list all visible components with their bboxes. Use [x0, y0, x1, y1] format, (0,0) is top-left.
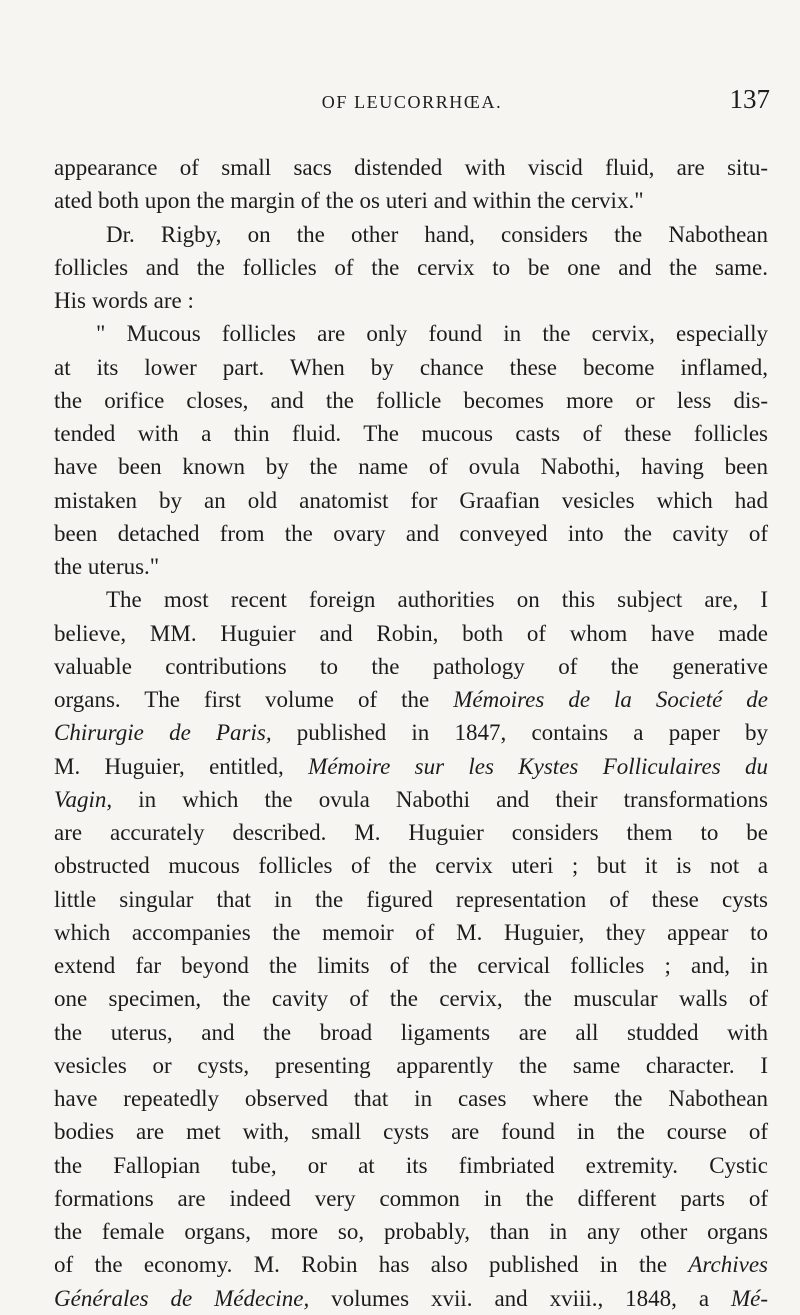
text-line: the orifice closes, and the follicle becomes more or less dis- — [54, 387, 768, 413]
text-line: at its lower part. When by chance these become inflamed, — [54, 354, 768, 380]
text-run: in which the ovula Nabothi and their transformations — [112, 786, 768, 812]
text-line — [54, 750, 768, 783]
text-line: the Fallopian tube, or at its fimbriated extremity. Cystic — [54, 1152, 768, 1178]
text-line: valuable contributions to the pathology of the generative — [54, 653, 768, 679]
text-line — [54, 1248, 768, 1281]
text-line: have been known by the name of ovula Nabothi, having been — [54, 454, 768, 480]
memoir-title-italic: Mémoire sur les Kystes Folliculaires du — [308, 753, 769, 779]
text-line: obstructed mucous follicles of the cervix uteri ; but it is not a — [54, 853, 768, 879]
text-line: little singular that in the figured representation of these cysts — [54, 886, 768, 912]
text-line: one specimen, the cavity of the cervix, the muscular walls of — [54, 986, 768, 1012]
text-line: bodies are met with, small cysts are found in the course of — [54, 1119, 768, 1145]
journal-title-italic: Générales de Médecine, — [54, 1285, 310, 1311]
text-line: " Mucous follicles are only found in the cervix, especially — [96, 321, 768, 347]
running-head: OF LEUCORRHŒA. — [321, 92, 503, 112]
journal-title-italic: Mé- — [730, 1285, 768, 1311]
text-line — [54, 716, 768, 749]
text-run: published in 1847, contains a paper by — [271, 720, 768, 746]
text-line: the uterus." — [54, 554, 160, 579]
text-line: tended with a thin fluid. The mucous casts of these follicles — [54, 421, 768, 446]
body-text — [54, 151, 768, 1315]
book-title-italic: Chirurgie de Paris, — [54, 720, 272, 746]
text-line: His words are : — [54, 288, 194, 313]
text-line: have repeatedly observed that in cases where the Nabothean — [54, 1086, 768, 1111]
text-line: the female organs, more so, probably, than in any other organs — [54, 1219, 768, 1244]
journal-title-italic: Archives — [688, 1252, 768, 1278]
text-line: vesicles or cysts, presenting apparently the same character. I — [54, 1052, 768, 1078]
text-line: formations are indeed very common in the different parts of — [54, 1185, 768, 1211]
text-run: volumes xvii. and xviii., 1848, a — [309, 1285, 731, 1311]
text-run: M. Huguier, entitled, — [54, 753, 309, 779]
text-line: Dr. Rigby, on the other hand, considers the Nabothean — [106, 221, 768, 247]
text-line: extend far beyond the limits of the cervical follicles ; and, in — [54, 953, 768, 978]
book-title-italic: Mémoires de la Societé de — [453, 687, 768, 712]
text-line: follicles and the follicles of the cervix to be one and the same. — [54, 254, 768, 280]
memoir-title-italic: Vagin, — [54, 786, 113, 812]
page-header — [54, 84, 770, 124]
text-line: are accurately described. M. Huguier considers them to be — [54, 820, 768, 845]
text-line: which accompanies the memoir of M. Huguier, they appear to — [54, 919, 768, 945]
text-run: organs. The first volume of the — [54, 687, 454, 712]
text-line: mistaken by an old anatomist for Graafian vesicles which had — [54, 487, 768, 513]
text-line: been detached from the ovary and conveyed into the cavity of — [54, 520, 768, 546]
page-number: 137 — [729, 84, 770, 114]
text-line — [54, 783, 768, 816]
text-line: The most recent foreign authorities on this subject are, I — [106, 587, 768, 613]
text-run: of the economy. M. Robin has also published in the — [54, 1252, 689, 1278]
text-line: appearance of small sacs distended with viscid fluid, are situ- — [54, 155, 768, 180]
text-line: ated both upon the margin of the os uteri and within the cervix." — [54, 188, 644, 214]
text-line — [54, 683, 768, 716]
text-line — [54, 1282, 768, 1315]
text-line: the uterus, and the broad ligaments are all studded with — [54, 1019, 768, 1045]
text-line: believe, MM. Huguier and Robin, both of whom have made — [54, 620, 768, 646]
